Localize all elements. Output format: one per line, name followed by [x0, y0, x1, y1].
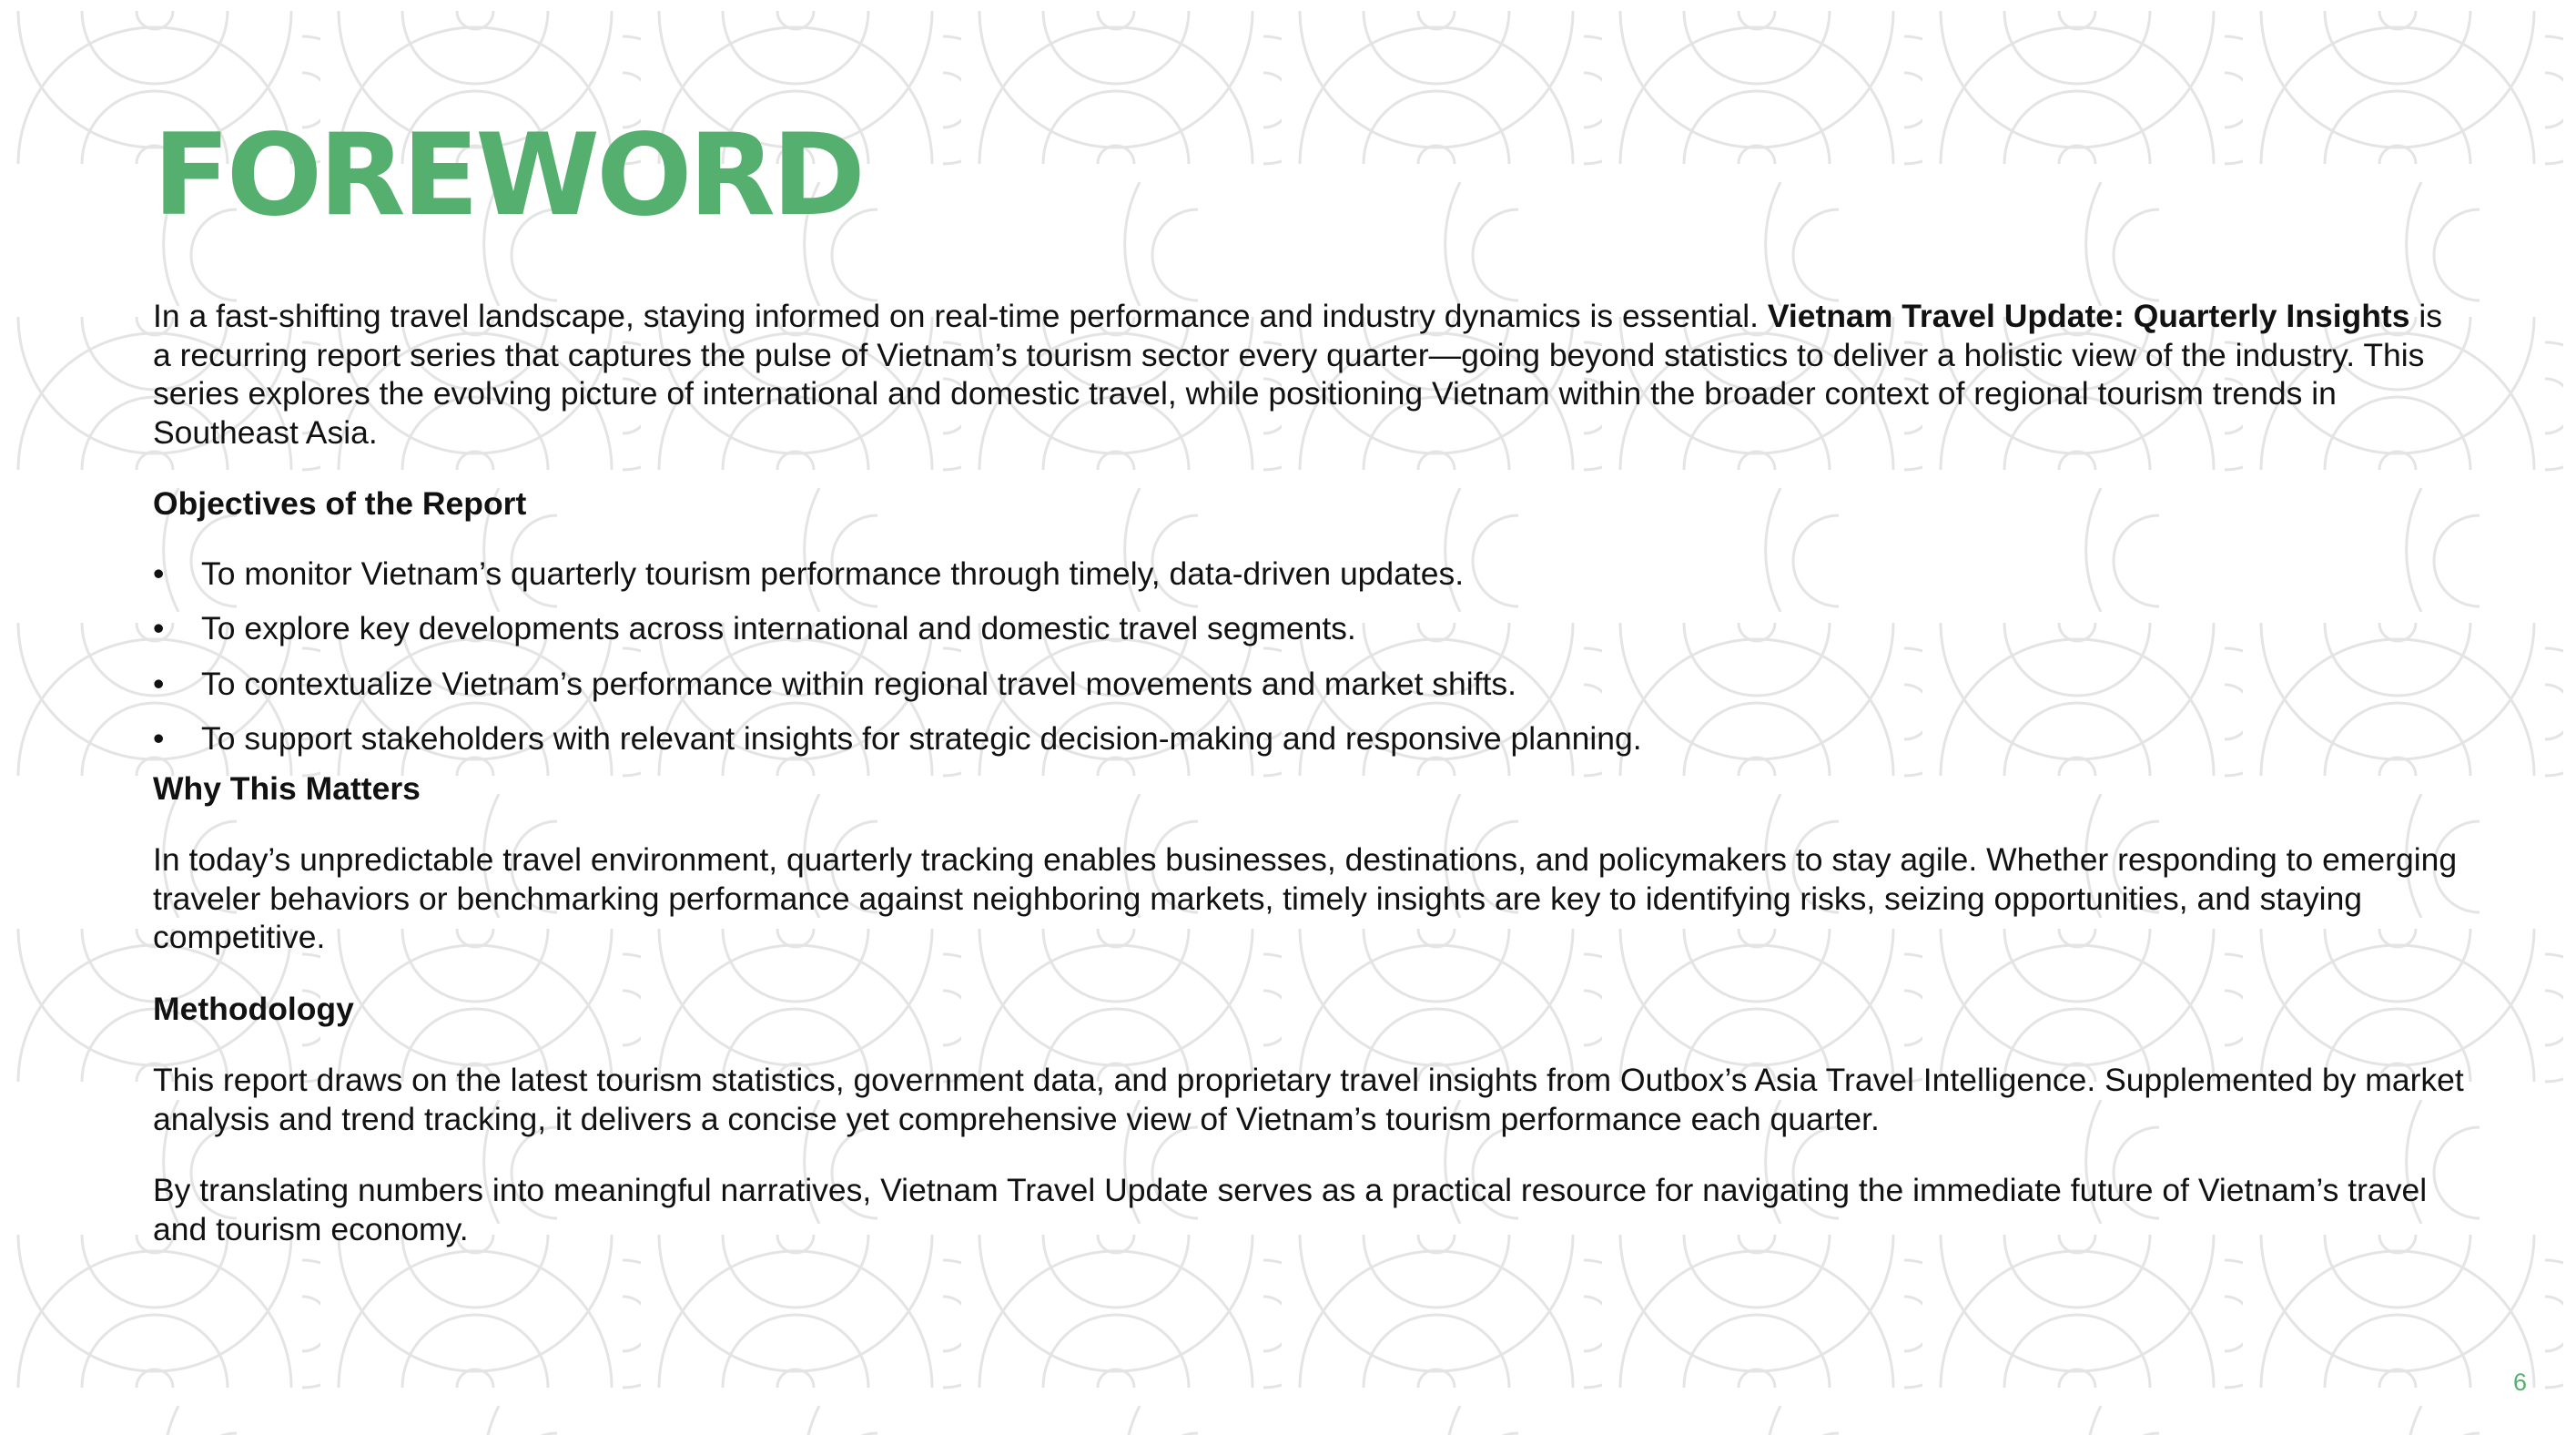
- bullet-icon: •: [153, 720, 165, 757]
- intro-text-before: In a fast-shifting travel landscape, staying informed on real-time performance and industry dynamics is essential.: [153, 298, 1768, 334]
- bullet-icon: •: [153, 610, 165, 646]
- list-item: [153, 719, 2465, 758]
- list-item: [153, 665, 2465, 704]
- objective-text: To support stakeholders with relevant insights for strategic decision-making and responsive planning.: [201, 720, 1642, 757]
- page-title: FOREWORD: [153, 110, 862, 241]
- intro-paragraph: [153, 297, 2465, 452]
- report-title-bold: Vietnam Travel Update: Quarterly Insights: [1767, 298, 2410, 334]
- why-heading: Why This Matters: [153, 769, 421, 807]
- closing-paragraph: By translating numbers into meaningful narratives, Vietnam Travel Update serves as a practical resource for navigating the immediate future of Vietnam’s travel and tourism economy.: [153, 1172, 2428, 1247]
- bullet-icon: •: [153, 665, 165, 702]
- objective-text: To monitor Vietnam’s quarterly tourism performance through timely, data-driven updates.: [201, 555, 1465, 592]
- list-item: [153, 555, 2465, 594]
- intro-text-after: is a recurring report series that captures the pulse of Vietnam’s tourism sector every quarter—going beyond statistics to deliver a holistic view of the industry. This series explores the evolving picture of international and domestic travel, while positioning Vietnam within the broader context of regional tourism trends in Southeast Asia.: [153, 298, 2442, 451]
- bullet-icon: •: [153, 555, 165, 592]
- objectives-list: [153, 555, 2465, 758]
- page-number: 6: [2512, 1369, 2527, 1396]
- why-paragraph: In today’s unpredictable travel environment, quarterly tracking enables businesses, destinations, and policymakers to stay agile. Whether responding to emerging traveler behaviors or benchmarking performance against neighboring markets, timely insights are key to identifying risks, seizing opportunities, and staying competitive.: [153, 841, 2458, 955]
- objectives-heading: Objectives of the Report: [153, 485, 527, 522]
- foreword-body: [153, 297, 2465, 1248]
- objective-text: To contextualize Vietnam’s performance within regional travel movements and market shifts.: [201, 665, 1517, 702]
- list-item: [153, 609, 2465, 648]
- methodology-paragraph: This report draws on the latest tourism statistics, government data, and proprietary travel insights from Outbox’s Asia Travel Intelligence. Supplemented by market analysis and trend tracking, it delivers a concise yet comprehensive view of Vietnam’s tourism performance each quarter.: [153, 1062, 2464, 1137]
- objective-text: To explore key developments across international and domestic travel segments.: [201, 610, 1356, 646]
- methodology-heading: Methodology: [153, 990, 354, 1027]
